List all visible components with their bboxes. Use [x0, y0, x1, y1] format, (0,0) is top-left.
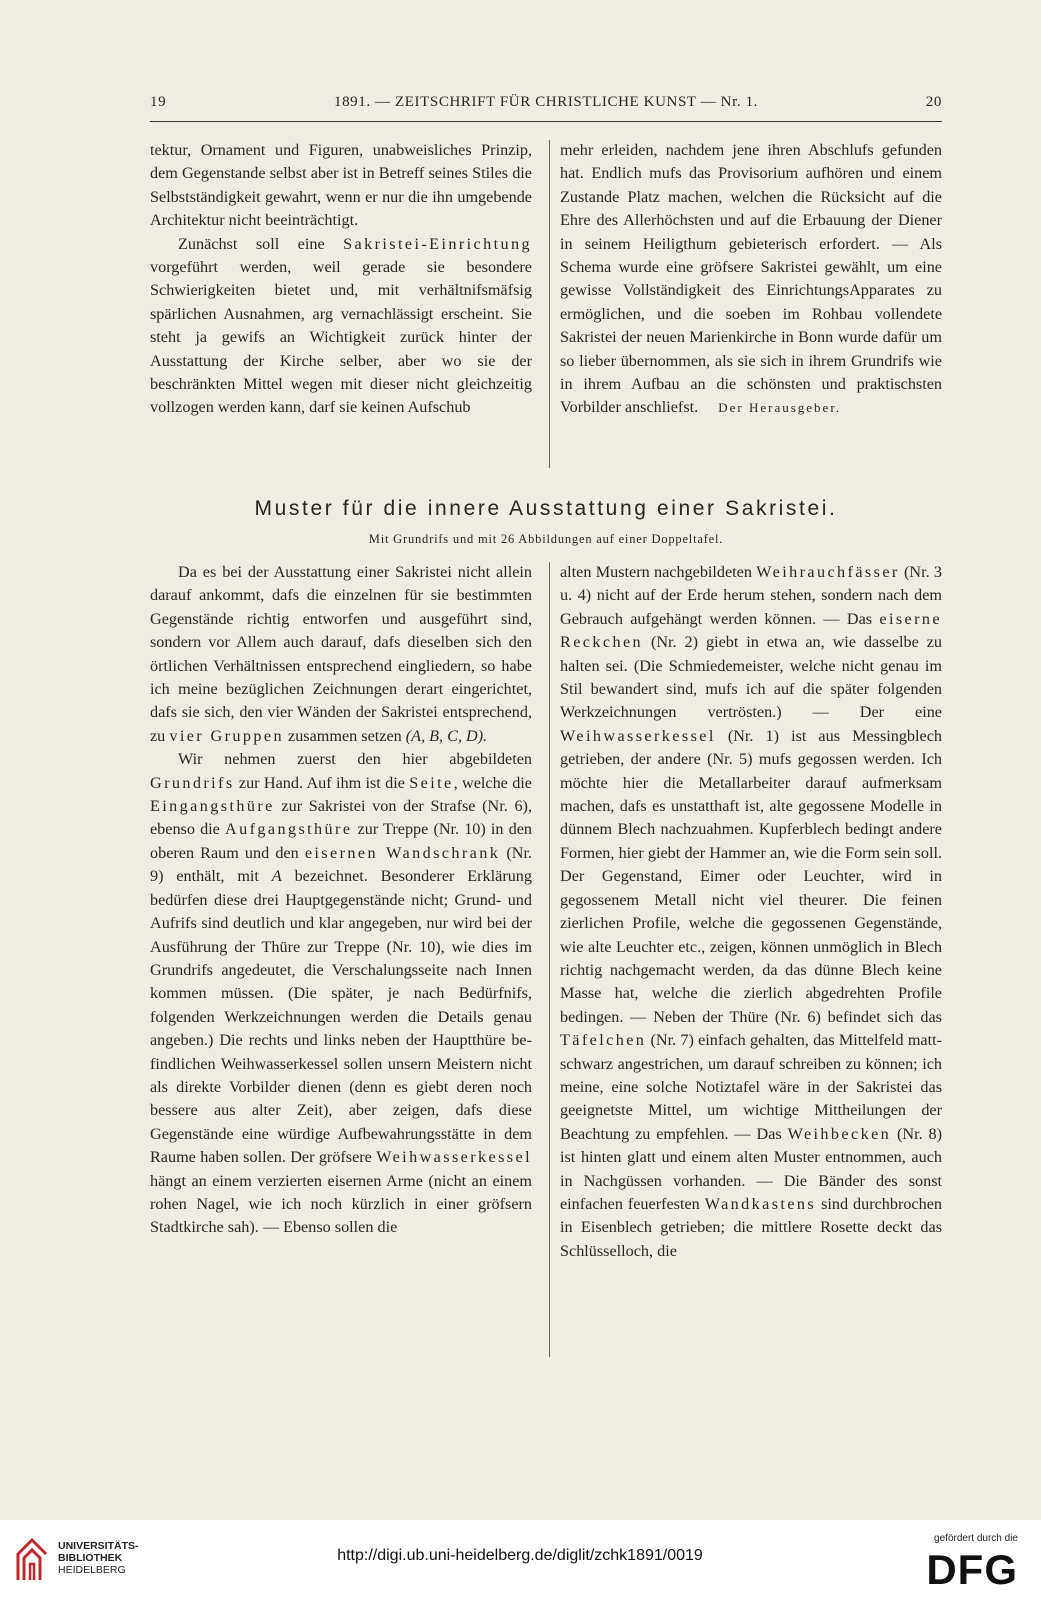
emphasis: eisernen Wandschrank	[304, 843, 501, 862]
article-subtitle: Mit Grundrifs und mit 26 Abbildungen auf einer Doppeltafel.	[368, 532, 724, 546]
emphasis: Weihbecken	[787, 1124, 892, 1143]
emphasis: Täfelchen	[560, 1031, 647, 1050]
emphasis: Weihwasserkessel	[376, 1148, 532, 1167]
top-right-column	[560, 139, 942, 420]
emphasis: Seite	[409, 773, 454, 792]
emphasis: eiserne Reckchen	[560, 609, 942, 652]
paragraph: Wir nehmen zuerst den hier abgebildeten Grundrifs zur Hand. Auf ihm ist die Seite, welche die Eingangsthüre zur Sakristei von der Strafse (Nr. 6), ebenso die Aufgangsthüre zur Treppe (Nr. 10) in den oberen Raum und den eisernen Wandschrank (Nr. 9) enthält, mit A bezeichnet. Besonderer Erklärung bedürfen diese drei Hauptgegenstände nicht; Grund- und Aufrifs sind deutlich und klar angegeben, nur wird bei der Ausführung der Thüre zur Treppe (Nr. 10), wie dies im Grundrifs angedeutet, die Verschalungsseite nach Innen kommen müssen. (Die später, je nach Bedürfnifs, folgenden Werkzeichnungen werden die Details genau angeben.) Die rechts und links neben der Hauptthüre befindlichen Weihwasserkessel sollen unsern Meistern nicht als direkte Vorbilder dienen (denn es giebt deren noch bessere aus alter Zeit), aber zeigen, dafs diese Gegenstände eine würdige Aufbewahrungsstätte in dem Raume haben sollen. Der gröfsere Weihwasserkessel hängt an einem verzierten eisernen Arme (nicht an einem rohen Nagel, wie ich noch kürzlich in einer gröfsern Stadtkirche sah). — Ebenso sollen die	[150, 750, 532, 1237]
journal-title: 1891. — ZEITSCHRIFT FÜR CHRISTLICHE KUNST — Nr. 1.	[333, 94, 759, 110]
dfg-logo: DFG	[926, 1546, 1018, 1593]
page-number-left: 19	[150, 94, 167, 110]
italic-reference: (A, B, C, D).	[405, 726, 488, 745]
signature: Der Herausgeber.	[718, 400, 842, 416]
left-column	[150, 561, 532, 1240]
emphasis: Weihwasserkessel	[560, 726, 716, 745]
emphasis: Sakristei-Einrichtung	[343, 234, 532, 253]
paragraph: mehr erleiden, nachdem jene ihren Abschlufs gefunden hat. Endlich mufs das Provisorium aufhören und einem Zustande Platz machen, welchen die Rücksicht auf die Ehre des Allerhöchsten und auf die Erbauung der Diener in seinem Heiligthum gebieterisch erfordert. — Als Schema wurde eine gröfsere Sakristei gewählt, um eine gewisse Vollständigkeit des EinrichtungsApparates zu ermöglichen, und die soeben im Rohbau vollendete Sakristei der neuen Marienkirche in Bonn wurde dafür um so lieber übernommen, als sie sich in ihrem Grundrifs wie in ihrem Aufbau an die schönsten und praktischsten Vorbilder anschliefst. Der Herausgeber.	[560, 141, 942, 417]
emphasis: Eingangsthüre	[150, 797, 275, 816]
emphasis: Aufgangsthüre	[225, 820, 353, 839]
column-divider	[549, 140, 550, 468]
right-column	[560, 561, 942, 1263]
article-title: Muster für die innere Ausstattung einer Sakristei.	[254, 497, 838, 520]
emphasis: Grundrifs	[150, 773, 235, 792]
paragraph: tektur, Ornament und Figuren, unabweisliches Prinzip, dem Gegenstande selbst aber ist in Betreff seines Stiles die Selbstständigkeit gewahrt, wenn er nur die ihn umgebende Architektur nicht beeinträchtigt.	[150, 141, 532, 230]
top-left-column	[150, 139, 532, 420]
italic-reference: A	[271, 867, 282, 886]
paragraph: Da es bei der Ausstattung einer Sakristei nicht allein darauf ankommt, dafs die einzelnen für sie bestimmten Gegenstände richtig entworfen und ausgeführt sind, sondern vor Allem auch darauf, dafs dieselben sich den örtlichen Verhältnissen entsprechend eingliedern, so habe ich meine bezüglichen Zeichnungen derart eingerichtet, dafs sie sich, den vier Wänden der Sakristei entsprechend, zu vier Gruppen zusammen setzen (A, B, C, D).	[150, 563, 532, 745]
running-head	[150, 94, 942, 116]
emphasis: vier Gruppen	[169, 726, 284, 745]
paragraph: Zunächst soll eine Sakristei-Einrichtung vorgeführt werden, weil gerade sie besondere Schwierigkeiten bietet und, mit verhältnifsmäfsig spärlichen Ausnahmen, arg vernachlässigt erscheint. Sie steht ja gewifs an Wichtigkeit zurück hinter der Ausstattung der Kirche selber, aber wo sie der beschränkten Mittel wegen mit dieser nicht gleichzeitig vollzogen werden kann, darf sie keinen Aufschub	[150, 234, 532, 417]
funder-caption: gefördert durch die	[934, 1533, 1018, 1544]
library-logo-icon	[14, 1534, 52, 1584]
paragraph: alten Mustern nachgebildeten Weihrauchfässer (Nr. 3 u. 4) nicht auf der Erde herum stehen, sondern nach dem Gebrauch aufgehängt werden können. — Das eiserne Reckchen (Nr. 2) giebt in etwa an, wie dasselbe zu halten sei. (Die Schmiedemeister, welche nicht genau im Stil bewandert sind, mufs ich auf die später folgenden Werkzeichnungen vertrösten.) — Der eine Weihwasserkessel (Nr. 1) ist aus Messingblech getrieben, der andere (Nr. 5) mufs gegossen werden. Ich möchte hier die Metallarbeiter darauf aufmerksam machen, dafs es unstatthaft ist, alte gegossene Modelle in dünnem Blech nachzuahmen. Kupferblech bedingt andere Formen, hier giebt der Hammer an, wie die Form sein soll. Der Gegenstand, Eimer oder Leuchter, wird in gegossenem Metall nicht viel theurer. Die feinen zierlichen Profile, welche die gegossenen Gegenstände, wie alte Leuchter etc., zeigen, können unmöglich in Blech richtig nachgemacht werden, da das dünne Blech keine Masse hat, welche die zierlich abgedrehten Profile bedingen. — Neben der Thüre (Nr. 6) befindet sich das Täfelchen (Nr. 7) einfach gehalten, das Mittelfeld matt-schwarz angestrichen, um darauf schreiben zu können; ich meine, eine solche Notiztafel wäre in der Sakristei das geeignetste Mittel, um wichtige Mittheilungen der Beachtung zu empfehlen. — Das Weihbecken (Nr. 8) ist hinten glatt und einem alten Muster entnommen, auch in Nachgüssen vorhanden. — Die Bänder des sonst einfachen feuerfesten Wandkastens sind durchbrochen in Eisenblech getrieben; die mittlere Rosette deckt das Schlüsselloch, die	[560, 563, 943, 1260]
footer-bar	[0, 1520, 1041, 1599]
page-number-right: 20	[925, 94, 942, 110]
emphasis: Weihrauchfässer	[756, 563, 900, 581]
header-rule	[150, 121, 942, 122]
emphasis: Wandkastens	[704, 1194, 817, 1213]
library-name: UNIVERSITÄTS- BIBLIOTHEK HEIDELBERG	[58, 1540, 139, 1576]
permalink-url[interactable]: http://digi.ub.uni-heidelberg.de/diglit/zchk1891/0019	[337, 1547, 703, 1564]
column-divider	[549, 562, 550, 1357]
